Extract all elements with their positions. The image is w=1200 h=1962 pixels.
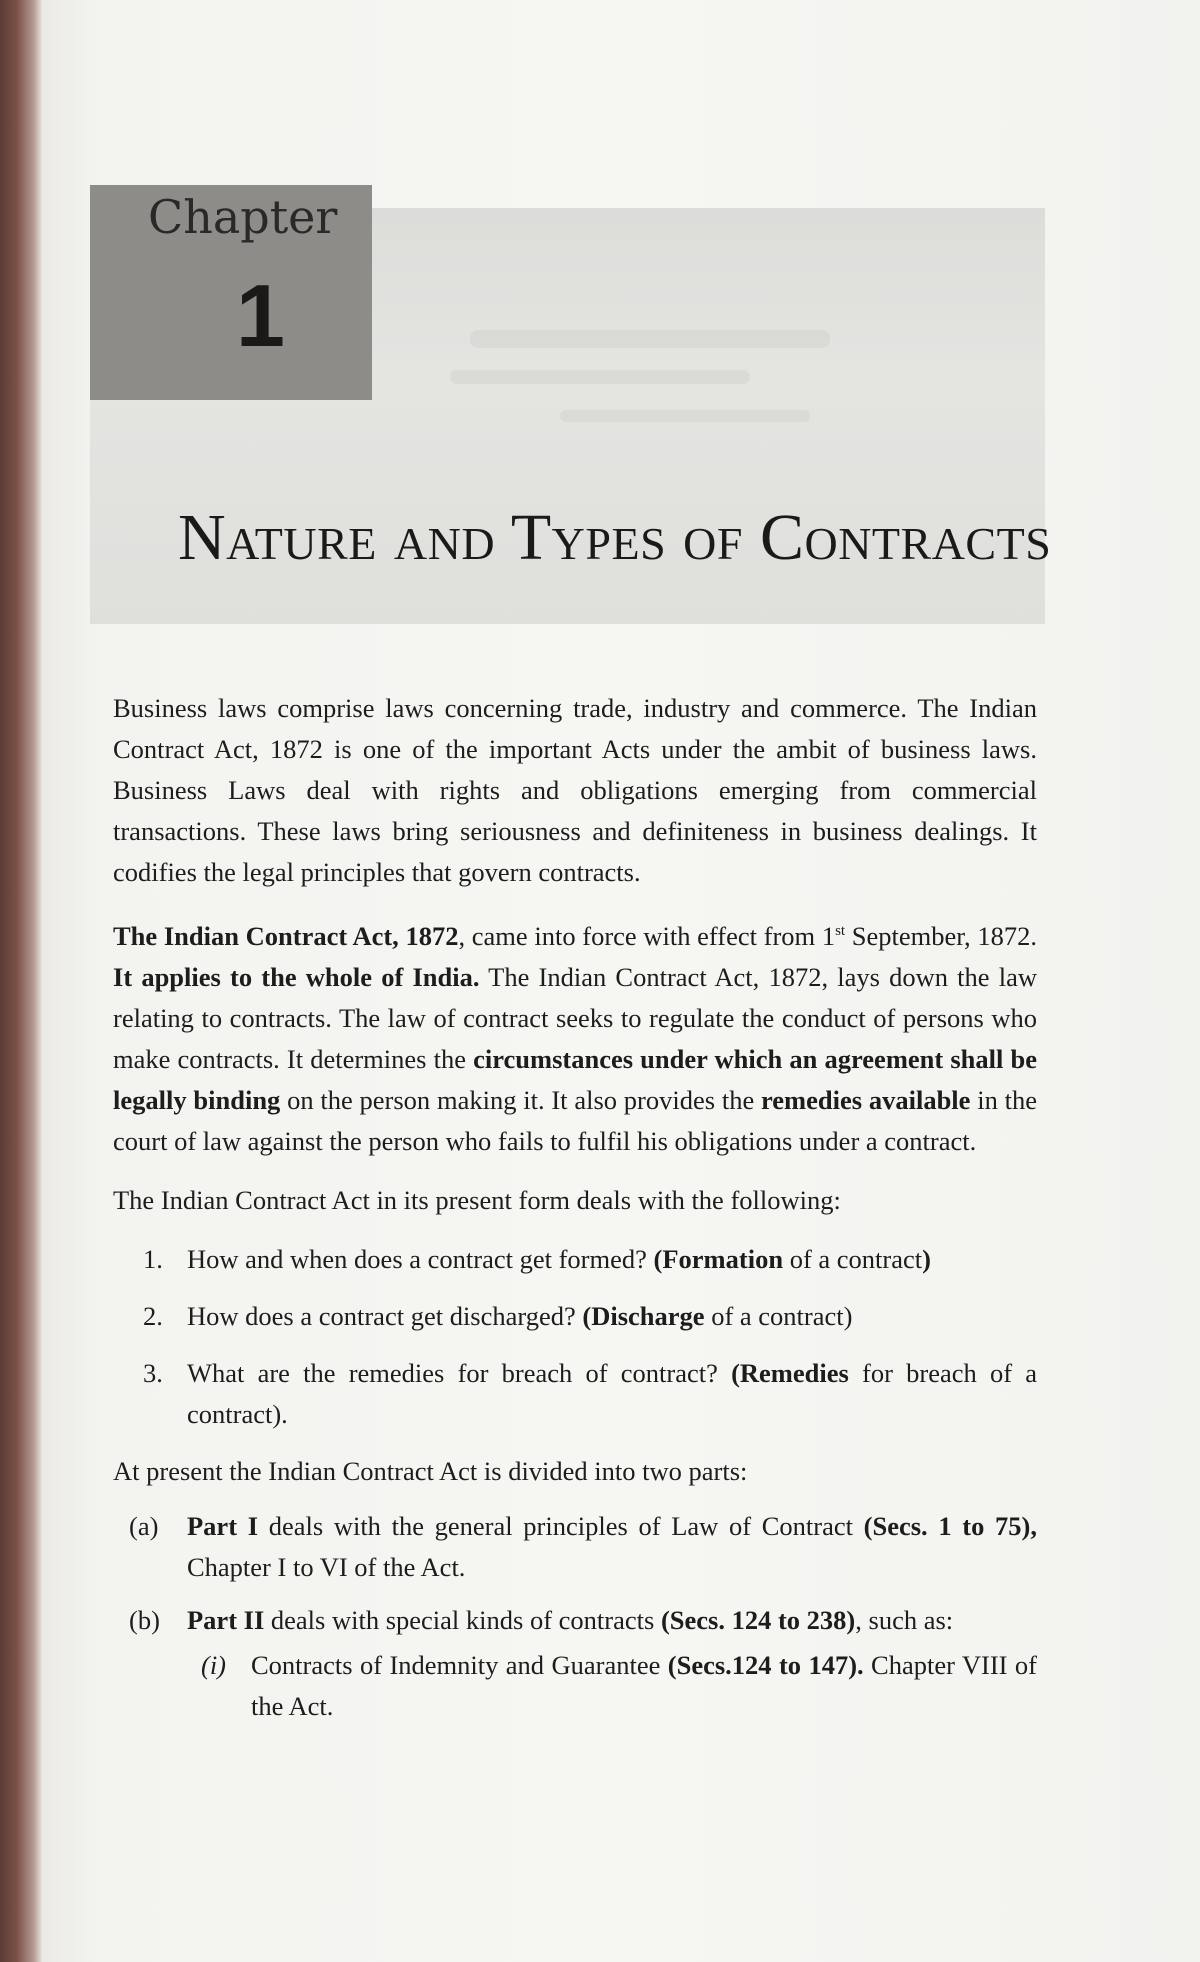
chapter-label: Chapter bbox=[148, 190, 338, 244]
faded-print-mark bbox=[470, 330, 830, 348]
sub-item-text: Contracts of Indemnity and Guarantee (Secs.124 to 147). Chapter VIII of the Act. bbox=[251, 1649, 1037, 1721]
sub-list-item bbox=[187, 1645, 1037, 1727]
part-label: (b) bbox=[129, 1604, 160, 1635]
list-number: 2. bbox=[143, 1300, 163, 1331]
faded-print-mark bbox=[450, 370, 750, 384]
list-item-text: What are the remedies for breach of contract? (Remedies for breach of a contract). bbox=[187, 1357, 1037, 1429]
sub-label: (i) bbox=[201, 1649, 227, 1680]
list-number: 1. bbox=[143, 1243, 163, 1274]
paragraph: The Indian Contract Act, 1872, came into force with effect from 1st September, 1872. It applies to the whole of India. The Indian Contract Act, 1872, lays down the law relating to contracts. The law of contract seeks to regulate the conduct of persons who make contracts. It determines the circumstances under which an agreement shall be legally binding on the person making it. It also provides the remedies available in the court of law against the person who fails to fulfil his obligations under a contract. bbox=[113, 920, 1037, 1156]
faded-print-mark bbox=[560, 410, 810, 422]
list-item bbox=[113, 1506, 1037, 1588]
list-item-text: How does a contract get discharged? (Discharge of a contract) bbox=[187, 1300, 853, 1331]
list-item bbox=[113, 1296, 1037, 1337]
list-item bbox=[113, 1353, 1037, 1435]
paragraph: Business laws comprise laws concerning trade, industry and commerce. The Indian Contract Act, 1872 is one of the important Acts under the ambit of business laws. Business Laws deal with rights and obligations emerging from commercial transactions. These laws bring seriousness and definiteness in business dealings. It codifies the legal principles that govern contracts. bbox=[113, 693, 1037, 887]
book-spine-edge bbox=[0, 0, 42, 1962]
list-item-text: How and when does a contract get formed? (Formation of a contract) bbox=[187, 1243, 931, 1274]
list-number: 3. bbox=[143, 1357, 163, 1388]
body-text bbox=[113, 688, 1037, 1739]
paragraph: The Indian Contract Act in its present form deals with the following: bbox=[113, 1184, 841, 1215]
part-label: (a) bbox=[129, 1510, 159, 1541]
topics-list bbox=[113, 1239, 1037, 1435]
sub-list bbox=[187, 1645, 1037, 1727]
list-item bbox=[113, 1239, 1037, 1280]
list-item bbox=[113, 1600, 1037, 1727]
parts-list bbox=[113, 1506, 1037, 1727]
chapter-title: Nature and Types of Contracts bbox=[178, 501, 1052, 574]
part-text: Part I deals with the general principles of Law of Contract (Secs. 1 to 75), Chapter I to VI of the Act. bbox=[187, 1510, 1037, 1582]
part-text: Part II deals with special kinds of contracts (Secs. 124 to 238), such as: bbox=[187, 1604, 954, 1635]
chapter-number: 1 bbox=[236, 266, 285, 365]
parts-intro: At present the Indian Contract Act is divided into two parts: bbox=[113, 1455, 748, 1486]
